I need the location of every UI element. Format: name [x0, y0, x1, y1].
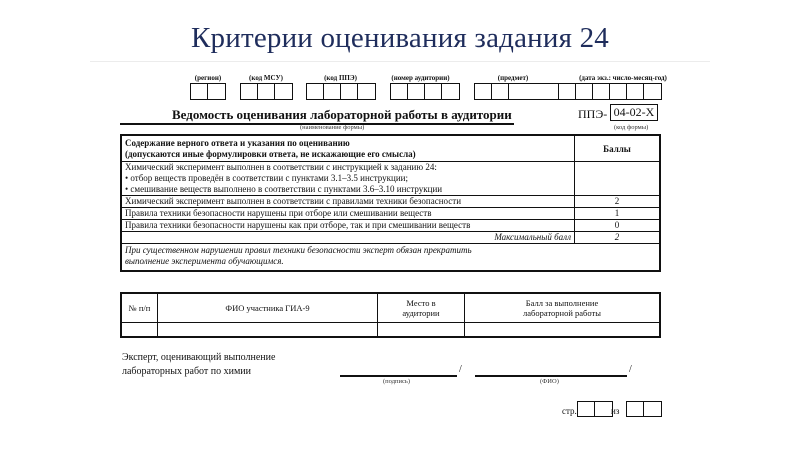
- field-subject-and-date[interactable]: [474, 83, 662, 100]
- label-exam-date: (дата экз.: число-месяц-год): [579, 74, 667, 82]
- participant-seat-cell[interactable]: [378, 323, 465, 338]
- criteria-row: [121, 196, 660, 208]
- participant-name-cell[interactable]: [158, 323, 378, 338]
- participant-score-cell[interactable]: [465, 323, 661, 338]
- digit-cell[interactable]: [191, 84, 208, 99]
- description-line: • отбор веществ проведён в соответствии с пунктами 3.1–3.5 инструкции;: [125, 173, 408, 183]
- criteria-text: Химический эксперимент выполнен в соответствии с правилами техники безопасности: [121, 196, 575, 208]
- signature-caption: (подпись): [383, 378, 410, 385]
- digit-cell[interactable]: [442, 84, 459, 99]
- criteria-points: 2: [575, 196, 661, 208]
- name-line[interactable]: [475, 375, 627, 377]
- page-total-digit-cell[interactable]: [644, 402, 661, 416]
- criteria-description: [121, 162, 575, 196]
- max-score-row: [121, 232, 660, 244]
- criteria-header-points: Баллы: [575, 135, 661, 162]
- max-score-value: 2: [575, 232, 661, 244]
- criteria-text: Правила техники безопасности нарушены как при отборе, так и при смешивании веществ: [121, 220, 575, 232]
- field-msu-code[interactable]: [240, 83, 293, 100]
- description-line: Химический эксперимент выполнен в соответствии с инструкцией к заданию 24:: [125, 162, 437, 172]
- digit-cell[interactable]: [258, 84, 275, 99]
- form-code-prefix: ППЭ-: [578, 107, 608, 121]
- form-code-caption: (код формы): [614, 124, 649, 131]
- page-of-label: из: [611, 406, 620, 416]
- label-region: (регион): [194, 74, 222, 82]
- expert-label-line2: лабораторных работ по химии: [122, 366, 252, 377]
- form-code-box: 04-02-Х: [610, 104, 658, 121]
- col-score-header-line1: Балл за выполнение: [525, 298, 599, 308]
- col-score-header-line2: лабораторной работы: [523, 308, 601, 318]
- subject-spacer-cell: [509, 84, 559, 99]
- criteria-points: 1: [575, 208, 661, 220]
- max-score-label: Максимальный балл: [121, 232, 575, 244]
- field-ppe-code[interactable]: [306, 83, 376, 100]
- criteria-header-content: [121, 135, 575, 162]
- col-number-header: № п/п: [121, 293, 158, 323]
- criteria-row: [121, 208, 660, 220]
- digit-cell[interactable]: [307, 84, 324, 99]
- date-digit-cell[interactable]: [644, 84, 661, 99]
- digit-cell[interactable]: [275, 84, 292, 99]
- digit-cell[interactable]: [241, 84, 258, 99]
- criteria-description-row: [121, 162, 660, 196]
- digit-cell[interactable]: [341, 84, 358, 99]
- field-region[interactable]: [190, 83, 226, 100]
- expert-label: [122, 351, 275, 379]
- criteria-text: Правила техники безопасности нарушены при отборе или смешивании веществ: [121, 208, 575, 220]
- name-caption: (ФИО): [540, 378, 559, 385]
- signature-slash: /: [459, 364, 462, 375]
- page-number-field[interactable]: [577, 401, 613, 417]
- col-name-header: ФИО участника ГИА-9: [158, 293, 378, 323]
- participant-row: [121, 323, 660, 338]
- date-digit-cell[interactable]: [559, 84, 576, 99]
- safety-note-line2: выполнение эксперимента обучающимся.: [125, 256, 284, 266]
- participants-header-row: [121, 293, 660, 323]
- digit-cell[interactable]: [358, 84, 375, 99]
- digit-cell[interactable]: [208, 84, 225, 99]
- col-seat-header-line1: Место в: [406, 298, 436, 308]
- criteria-header-line2: (допускаются иные формулировки ответа, не искажающие его смысла): [125, 149, 416, 159]
- title-divider: [90, 61, 710, 62]
- digit-cell[interactable]: [324, 84, 341, 99]
- criteria-table: [120, 134, 661, 272]
- label-ppe-code: (код ППЭ): [324, 74, 357, 82]
- expert-label-line1: Эксперт, оценивающий выполнение: [122, 352, 276, 363]
- date-digit-cell[interactable]: [627, 84, 644, 99]
- slide-title: Критерии оценивания задания 24: [190, 22, 610, 54]
- note-row: [121, 244, 660, 272]
- form-title: Ведомость оценивания лабораторной работы в аудитории: [172, 107, 512, 122]
- label-msu-code: (код МСУ): [249, 74, 283, 82]
- page-label: стр.: [562, 406, 577, 416]
- name-slash: /: [629, 364, 632, 375]
- criteria-points: 0: [575, 220, 661, 232]
- safety-note-line1: При существенном нарушении правил техники безопасности эксперт обязан прекратить: [125, 245, 472, 255]
- page-digit-cell[interactable]: [595, 402, 612, 416]
- col-seat-header-line2: аудитории: [402, 308, 440, 318]
- criteria-row: [121, 220, 660, 232]
- safety-note: [121, 244, 660, 272]
- signature-line[interactable]: [340, 375, 457, 377]
- date-digit-cell[interactable]: [576, 84, 593, 99]
- page-total-digit-cell[interactable]: [627, 402, 644, 416]
- criteria-header-row: [121, 135, 660, 162]
- label-subject: (предмет): [497, 74, 529, 82]
- criteria-description-points: [575, 162, 661, 196]
- digit-cell[interactable]: [391, 84, 408, 99]
- description-line: • смешивание веществ выполнено в соответствии с пунктами 3.6–3.10 инструкции: [125, 184, 443, 194]
- digit-cell[interactable]: [425, 84, 442, 99]
- page-digit-cell[interactable]: [578, 402, 595, 416]
- page-total-field[interactable]: [626, 401, 662, 417]
- field-room-number[interactable]: [390, 83, 460, 100]
- col-seat-header: [378, 293, 465, 323]
- subject-digit-cell[interactable]: [475, 84, 492, 99]
- criteria-header-line1: Содержание верного ответа и указания по оцениванию: [125, 138, 350, 148]
- label-room-number: (номер аудитории): [391, 74, 450, 82]
- participants-table: [120, 292, 661, 338]
- form-name-caption: (наименование формы): [300, 124, 365, 131]
- date-digit-cell[interactable]: [610, 84, 627, 99]
- digit-cell[interactable]: [408, 84, 425, 99]
- col-score-header: [465, 293, 661, 323]
- participant-number-cell[interactable]: [121, 323, 158, 338]
- date-digit-cell[interactable]: [593, 84, 610, 99]
- subject-digit-cell[interactable]: [492, 84, 509, 99]
